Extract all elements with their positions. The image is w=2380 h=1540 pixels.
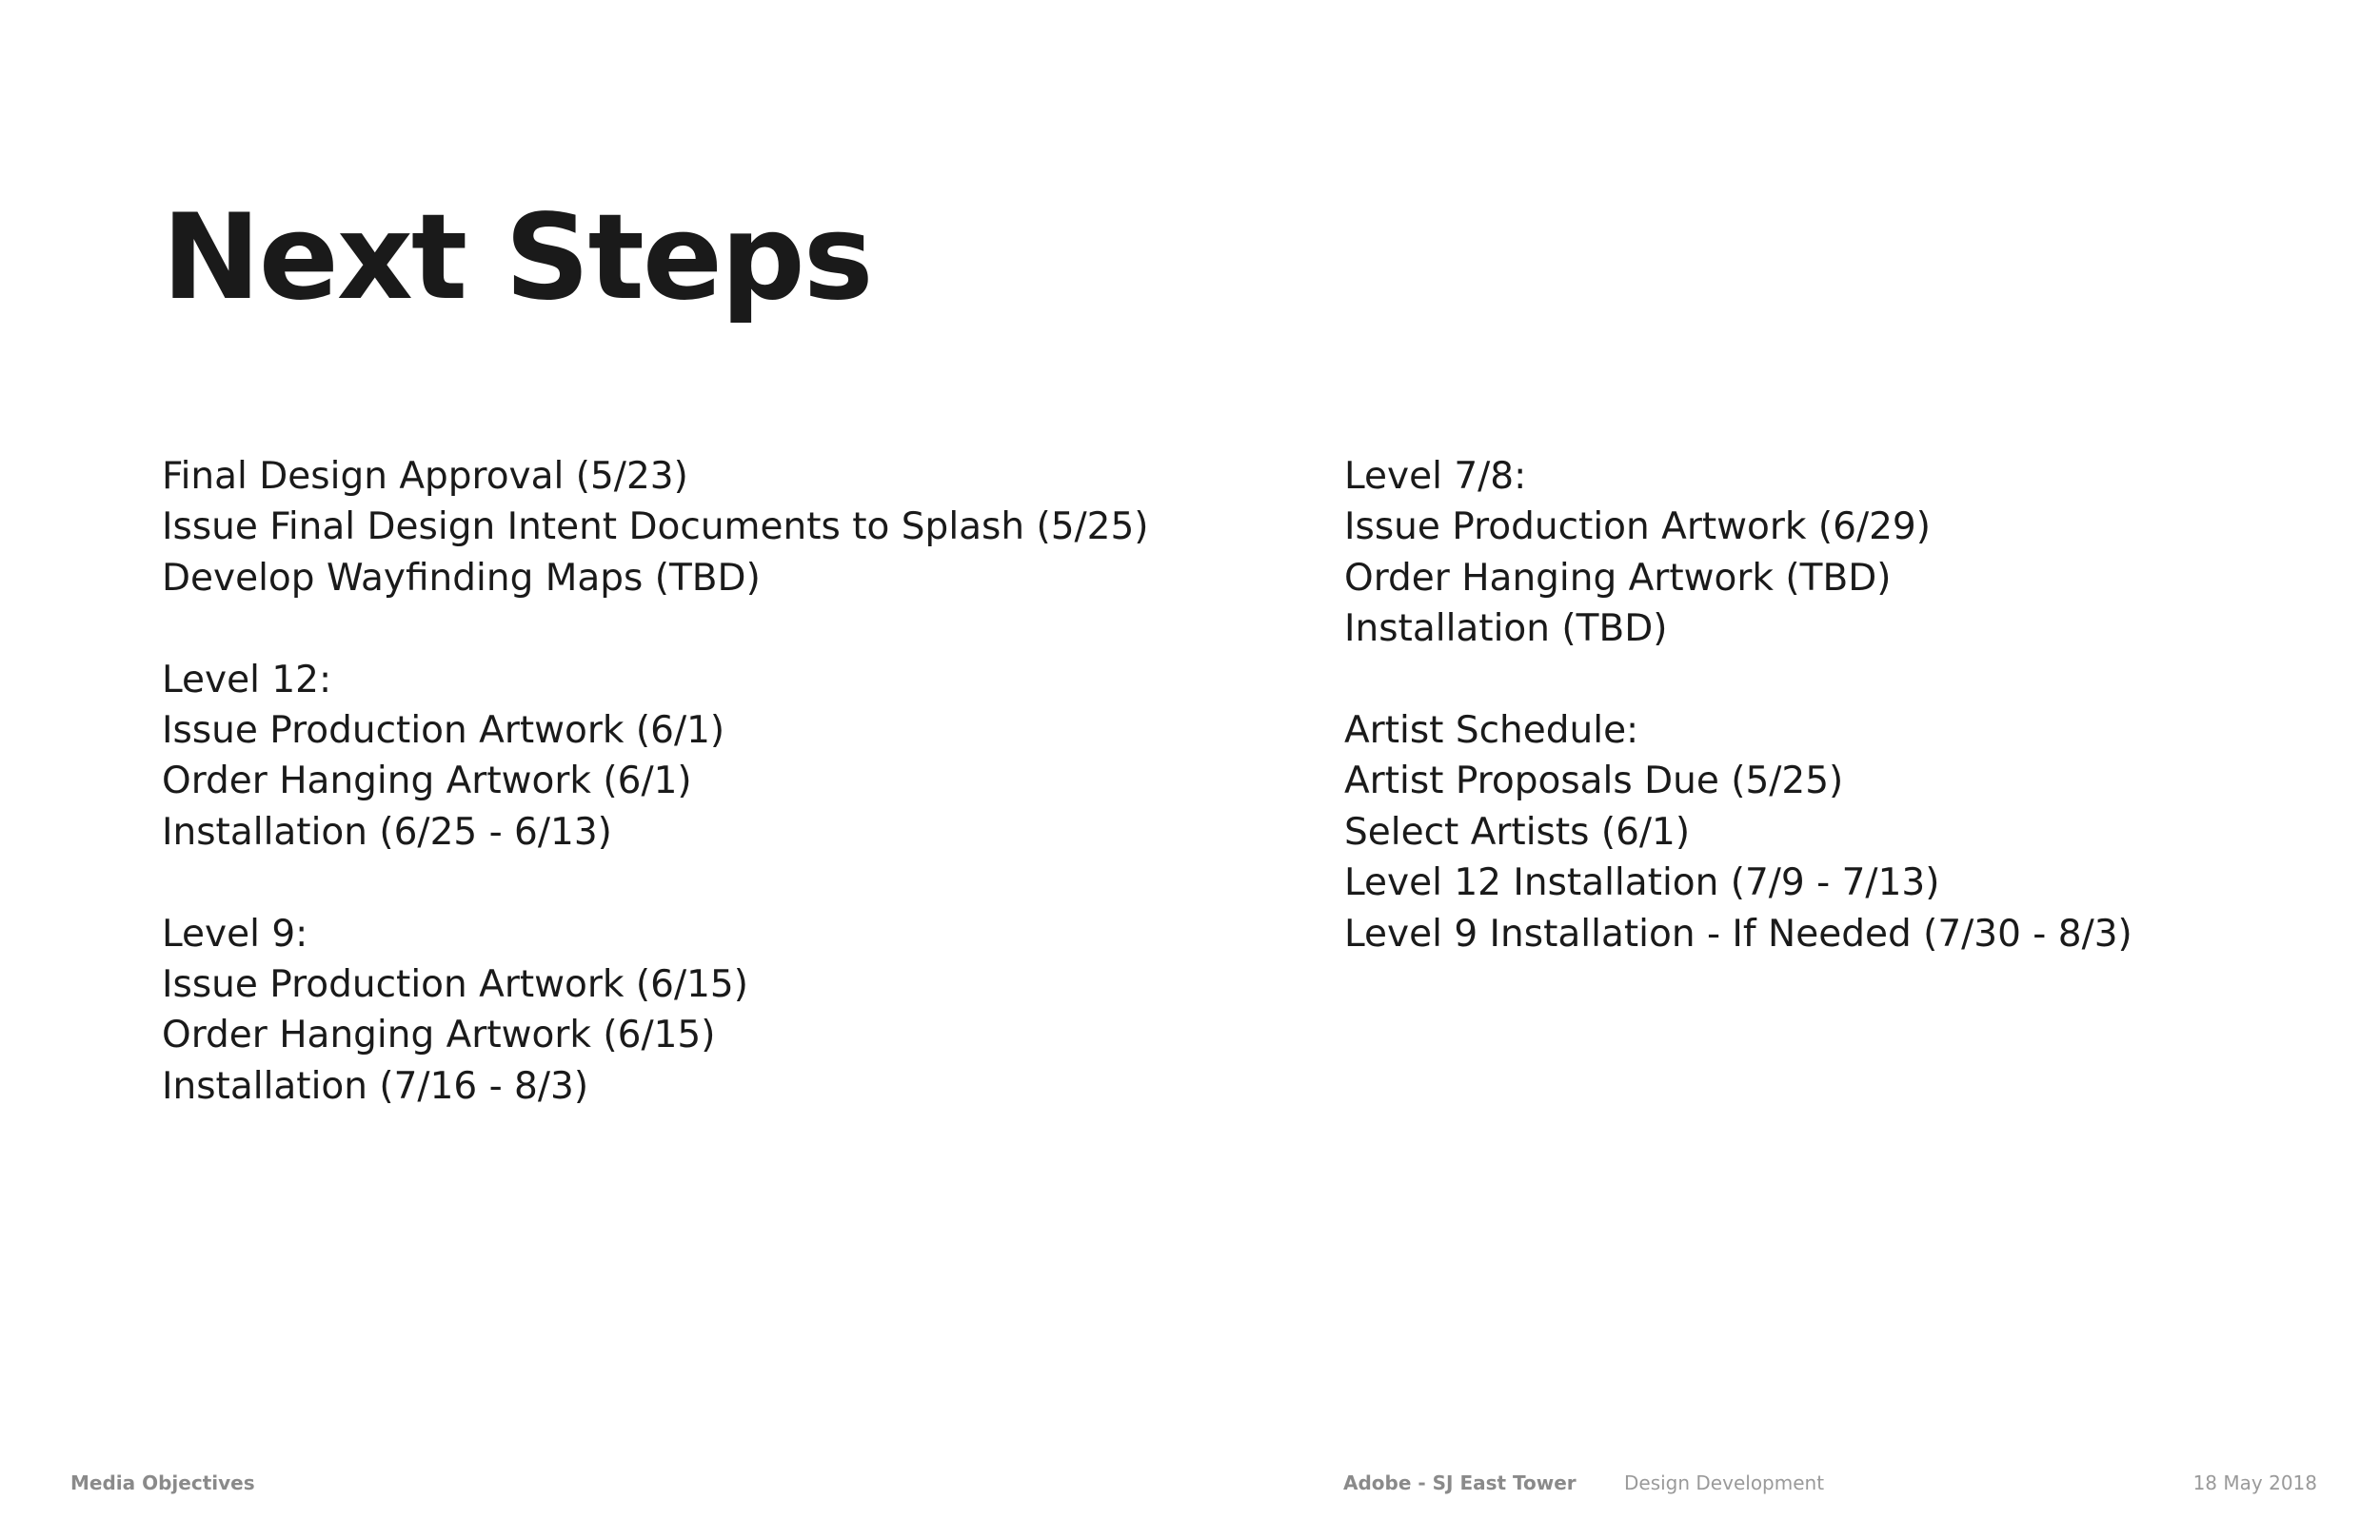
group-heading: Level 12:	[162, 658, 332, 701]
list-item: Issue Production Artwork (6/15)	[162, 963, 748, 1007]
list-item: Final Design Approval (5/23)	[162, 455, 688, 498]
artist-schedule	[1344, 705, 2353, 959]
list-item: Installation (6/25 - 6/13)	[162, 810, 612, 854]
list-item: Develop Wayfinding Maps (TBD)	[162, 556, 761, 600]
list-item: Issue Final Design Intent Documents to Splash (5/25)	[162, 505, 1149, 549]
group-heading: Level 7/8:	[1344, 455, 1527, 498]
footer-phase: Design Development	[1624, 1471, 1825, 1494]
list-item: Order Hanging Artwork (6/1)	[162, 760, 692, 803]
footer-date: 18 May 2018	[2192, 1471, 2317, 1494]
page-title: Next Steps	[162, 189, 872, 326]
level-7-8-steps	[1344, 451, 2353, 655]
list-item: Artist Proposals Due (5/25)	[1344, 760, 1844, 803]
list-item: Order Hanging Artwork (TBD)	[1344, 556, 1892, 600]
level-12-steps	[162, 655, 1304, 859]
general-steps	[162, 451, 1304, 603]
list-item: Installation (TBD)	[1344, 607, 1668, 651]
list-item: Issue Production Artwork (6/29)	[1344, 505, 1931, 549]
list-item: Order Hanging Artwork (6/15)	[162, 1014, 716, 1057]
list-item: Select Artists (6/1)	[1344, 810, 1691, 854]
list-item: Issue Production Artwork (6/1)	[162, 709, 725, 753]
list-item: Level 9 Installation - If Needed (7/30 - 8/3)	[1344, 912, 2132, 956]
right-column	[1344, 451, 2353, 959]
group-heading: Level 9:	[162, 912, 308, 956]
level-9-steps	[162, 909, 1304, 1113]
list-item: Level 12 Installation (7/9 - 7/13)	[1344, 861, 1940, 905]
footer-project-name: Adobe - SJ East Tower	[1343, 1471, 1577, 1494]
left-column	[162, 451, 1304, 1112]
list-item: Installation (7/16 - 8/3)	[162, 1064, 589, 1108]
group-heading: Artist Schedule:	[1344, 709, 1639, 753]
footer-section-name: Media Objectives	[70, 1471, 255, 1494]
